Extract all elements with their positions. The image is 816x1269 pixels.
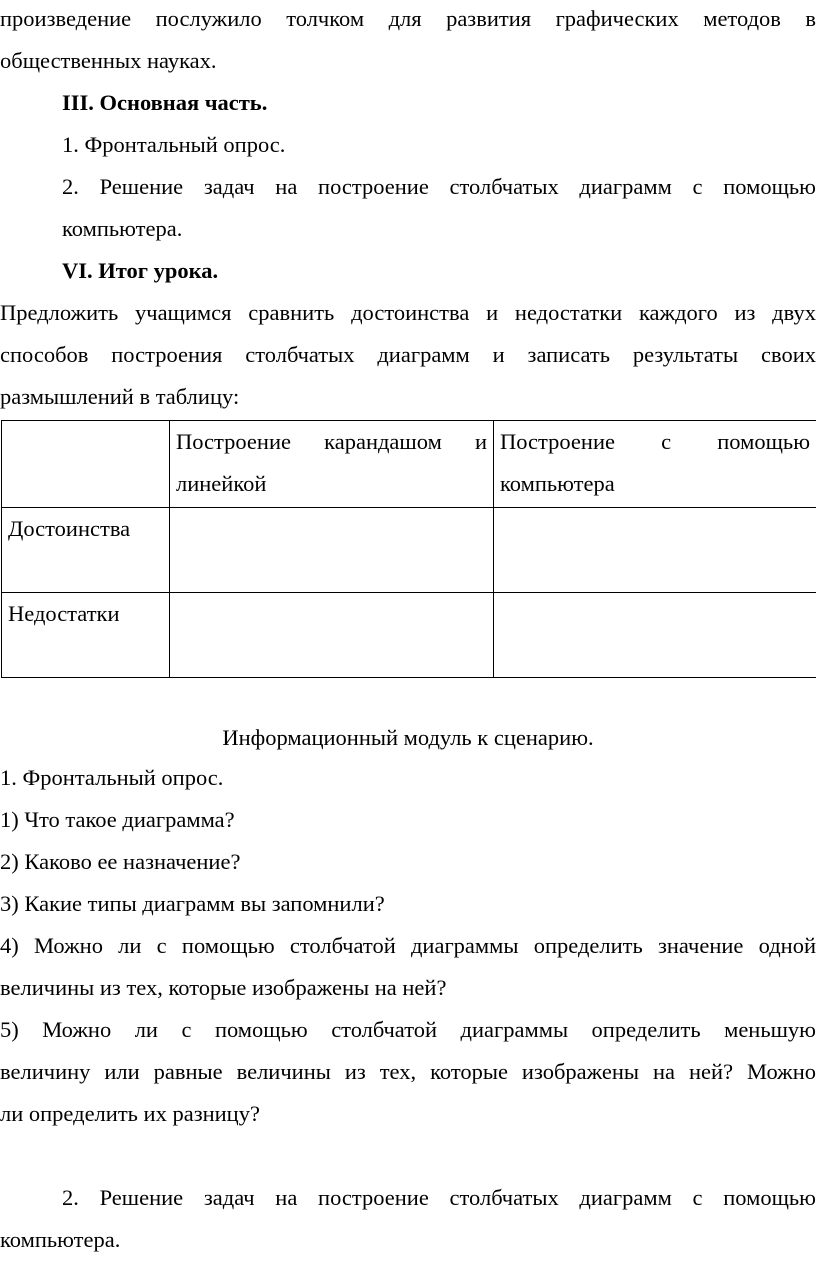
main-section-heading: III. Основная часть. xyxy=(62,90,268,115)
intro-line-1: произведение послужило толчком для развития графических методов в xyxy=(0,6,816,31)
table-cell-disadvantages-computer xyxy=(494,593,816,678)
comparison-table xyxy=(1,420,816,678)
summary-paragraph-line-2: способов построения столбчатых диаграмм и записать результаты своих xyxy=(0,342,816,367)
task-heading-line-1: 2. Решение задач на построение столбчатых диаграмм с помощью xyxy=(62,1185,816,1210)
table-row-label-advantages: Достоинства xyxy=(2,508,170,593)
question-4-line-1: 4) Можно ли с помощью столбчатой диаграммы определить значение одной xyxy=(0,933,816,958)
table-cell-advantages-computer xyxy=(494,508,816,593)
summary-paragraph-line-3: размышлений в таблицу: xyxy=(0,384,240,409)
main-item-1: 1. Фронтальный опрос. xyxy=(62,132,286,157)
main-item-2-line-2: компьютера. xyxy=(62,216,183,241)
table-header-pencil-line-2: линейкой xyxy=(176,471,267,496)
question-2: 2) Каково ее назначение? xyxy=(0,849,241,874)
table-cell-disadvantages-pencil xyxy=(170,593,494,678)
question-3: 3) Какие типы диаграмм вы запомнили? xyxy=(0,891,385,916)
table-row xyxy=(2,593,816,678)
table-header-pencil-line-1: Построение карандашом и xyxy=(176,429,487,454)
table-header-computer-line-2: компьютера xyxy=(500,471,615,496)
table-header-row xyxy=(2,421,816,508)
table-header-pencil-method xyxy=(170,421,494,508)
module-subtitle: 1. Фронтальный опрос. xyxy=(0,765,224,790)
table-header-empty-cell xyxy=(2,421,170,508)
question-4-line-2: величины из тех, которые изображены на ней? xyxy=(0,975,447,1000)
question-5-line-3: ли определить их разницу? xyxy=(0,1101,260,1126)
question-1: 1) Что такое диаграмма? xyxy=(0,807,235,832)
main-item-2-line-1: 2. Решение задач на построение столбчатых диаграмм с помощью xyxy=(62,174,816,199)
table-row-label-disadvantages: Недостатки xyxy=(2,593,170,678)
table-cell-advantages-pencil xyxy=(170,508,494,593)
summary-paragraph-line-1: Предложить учащимся сравнить достоинства и недостатки каждого из двух xyxy=(0,300,816,325)
module-title: Информационный модуль к сценарию. xyxy=(222,725,594,750)
question-5-line-1: 5) Можно ли с помощью столбчатой диаграммы определить меньшую xyxy=(0,1017,816,1042)
table-header-computer-method xyxy=(494,421,816,508)
summary-section-heading: VI. Итог урока. xyxy=(62,258,219,283)
table-header-computer-line-1: Построение с помощью xyxy=(500,429,810,454)
table-row xyxy=(2,508,816,593)
question-5-line-2: величину или равные величины из тех, которые изображены на ней? Можно xyxy=(0,1059,816,1084)
task-heading-line-2: компьютера. xyxy=(0,1227,121,1252)
intro-line-2: общественных науках. xyxy=(0,48,217,73)
